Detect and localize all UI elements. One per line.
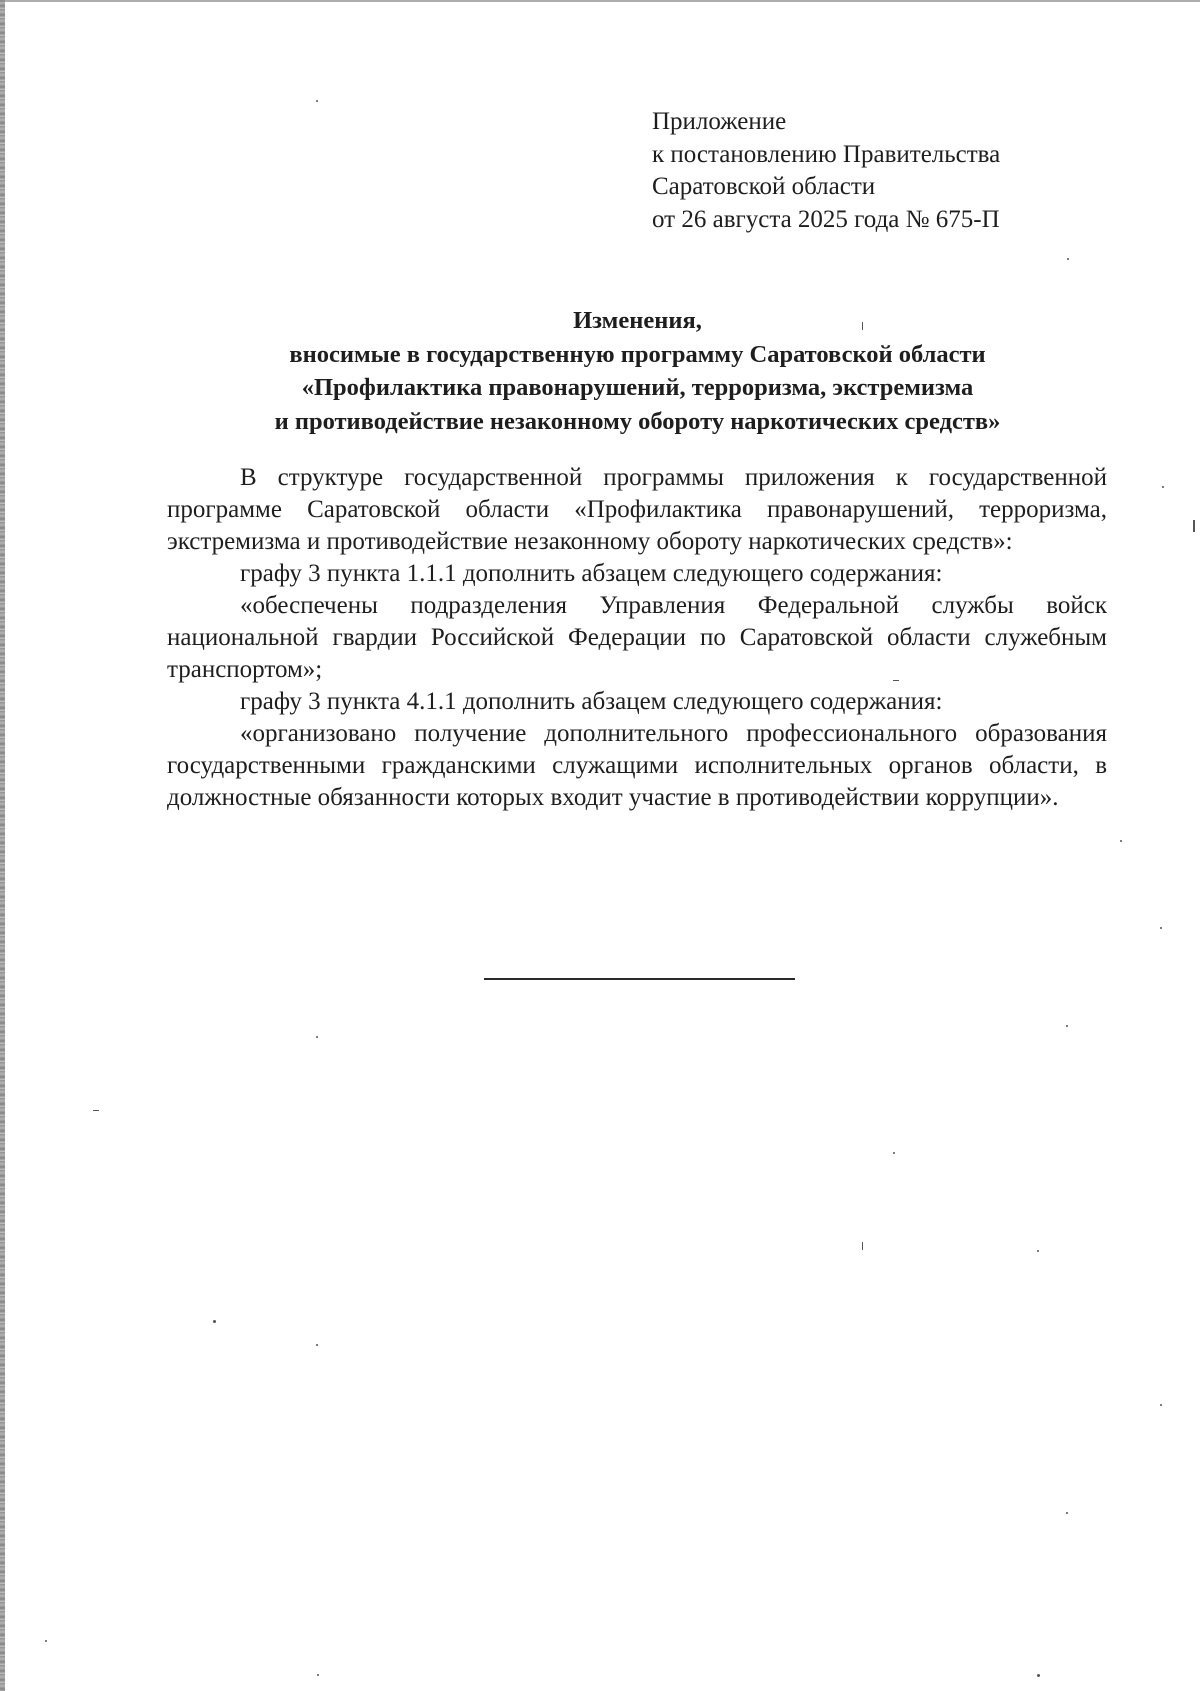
appendix-block [652,106,1000,236]
title-line: и противодействие незаконному обороту наркотических средств» [274,407,1001,435]
appendix-line: Саратовской области [652,173,876,200]
body-paragraph: графу 3 пункта 1.1.1 дополнить абзацем следующего содержания: [240,560,943,587]
scan-speck [93,1110,99,1111]
scan-speck [45,1640,47,1642]
scan-speck [1162,486,1164,488]
scan-speck [213,1320,216,1323]
body-paragraph: «обеспечены подразделения Управления Федеральной службы войск национальной гвардии Российской Федерации по Саратовской области служебным транспортом»; [167,592,1107,683]
end-separator-line [484,978,795,980]
scan-speck [1037,1250,1039,1252]
scan-speck [893,1152,895,1154]
scan-speck [1160,1404,1162,1406]
scan-speck [1160,927,1162,929]
body-paragraph: графу 3 пункта 4.1.1 дополнить абзацем следующего содержания: [240,688,943,715]
scan-speck [1037,1674,1040,1677]
scan-speck [316,100,318,102]
scan-speck [893,680,899,681]
scan-top-edge [0,0,1200,2]
title-line: вносимые в государственную программу Саратовской области [289,340,986,368]
scan-left-edge [0,0,5,1691]
document-title [160,304,1115,438]
appendix-line: от 26 августа 2025 года № 675-П [652,205,1000,233]
scan-speck [1066,1025,1068,1027]
scan-speck [1066,1512,1068,1514]
scan-speck [317,1674,319,1676]
scan-speck [316,1344,318,1346]
scan-speck [1120,840,1122,842]
title-line: Изменения, [573,307,702,334]
scan-speck [1067,258,1069,260]
body-paragraph: «организовано получение дополнительного профессионального образования государственными гражданскими служащими исполнительных органов области, в должностные обязанности которых входит участие в противодействии коррупции». [167,720,1107,811]
body-paragraph: В структуре государственной программы приложения к государственной программе Саратовской области «Профилактика правонарушений, терроризма, экстремизма и противодействие незаконному обороту наркотических средств»: [167,464,1107,555]
scan-speck [316,1036,318,1038]
scan-speck [1193,520,1195,532]
appendix-line: Приложение [652,108,787,135]
title-line: «Профилактика правонарушений, терроризма, экстремизма [301,374,974,401]
document-body [167,462,1107,814]
scan-speck [862,322,863,330]
appendix-line: к постановлению Правительства [652,140,1001,168]
scan-speck [862,1242,863,1250]
